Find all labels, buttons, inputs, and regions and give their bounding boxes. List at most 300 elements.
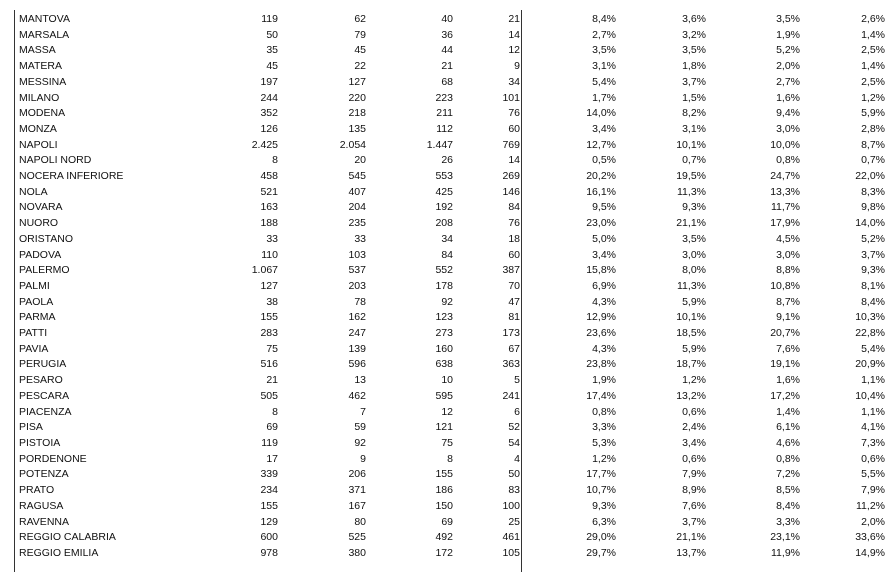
percent-cell: 10,8% [770,279,800,292]
percent-cell: 3,0% [682,248,706,261]
percent-cell: 18,5% [676,327,706,340]
percent-cell: 1,4% [861,60,885,73]
court-name-cell: RAGUSA [19,499,64,512]
count-cell: 26 [441,154,453,167]
count-cell: 69 [441,515,453,528]
percent-cell: 3,3% [776,515,800,528]
court-name-cell: PRATO [19,484,55,497]
table-row [18,420,885,436]
count-cell: 121 [435,421,453,434]
percent-cell: 20,2% [586,170,616,183]
count-cell: 167 [348,499,366,512]
percent-cell: 0,6% [682,405,706,418]
table-row [18,59,885,75]
count-cell: 192 [435,201,453,214]
count-cell: 339 [260,468,278,481]
percent-cell: 3,7% [682,75,706,88]
percent-cell: 6,3% [592,515,616,528]
percent-cell: 13,2% [676,389,706,402]
table-row [18,295,885,311]
table-row [18,75,885,91]
court-name-cell: NOLA [19,185,48,198]
percent-cell: 3,6% [682,13,706,25]
percent-cell: 0,7% [861,154,885,167]
percent-cell: 14,0% [855,217,885,230]
percent-cell: 23,0% [586,217,616,230]
percent-cell: 10,3% [855,311,885,324]
percent-cell: 8,4% [861,295,885,308]
percent-cell: 5,0% [592,232,616,245]
court-name-cell: PADOVA [19,248,62,261]
percent-cell: 3,2% [682,28,706,41]
count-cell: 8 [447,452,453,465]
percent-cell: 8,3% [861,185,885,198]
percent-cell: 2,5% [861,44,885,57]
count-cell: 119 [261,13,278,25]
percent-cell: 3,5% [592,44,616,57]
count-cell: 2.054 [339,138,366,151]
count-cell: 45 [354,44,366,57]
count-cell: 10 [441,374,453,387]
table-row [18,515,885,531]
count-cell: 35 [266,44,278,57]
count-cell: 596 [348,358,366,371]
left-border-line [14,10,15,572]
percent-cell: 1,1% [861,374,885,387]
count-cell: 223 [435,91,453,104]
count-cell: 595 [435,389,453,402]
count-cell: 283 [260,327,278,340]
count-cell: 235 [348,217,366,230]
percent-cell: 5,9% [682,295,706,308]
percent-cell: 7,2% [776,468,800,481]
count-cell: 2.425 [251,138,278,151]
percent-cell: 2,0% [776,60,800,73]
count-cell: 407 [348,185,366,198]
table-row [18,200,885,216]
percent-cell: 2,8% [861,122,885,135]
count-cell: 78 [354,295,366,308]
percent-cell: 11,2% [856,499,885,512]
table-row [18,248,885,264]
table-row [18,138,885,154]
count-cell: 173 [502,327,520,340]
percent-cell: 24,7% [770,170,800,183]
percent-cell: 2,0% [861,515,885,528]
court-name-cell: PERUGIA [19,358,67,371]
percent-cell: 7,3% [861,436,885,449]
table-row [18,483,885,499]
count-cell: 155 [260,311,278,324]
count-cell: 50 [508,468,520,481]
count-cell: 103 [348,248,366,261]
count-cell: 220 [348,91,366,104]
percent-cell: 0,6% [682,452,706,465]
percent-cell: 8,4% [592,13,616,25]
percent-cell: 12,7% [586,138,616,151]
count-cell: 34 [441,232,453,245]
table-row [18,106,885,122]
court-name-cell: PIACENZA [19,405,72,418]
percent-cell: 8,0% [682,264,706,277]
percent-cell: 10,0% [770,138,800,151]
percent-cell: 0,8% [776,154,800,167]
percent-cell: 6,9% [592,279,616,292]
court-name-cell: NAPOLI [19,138,58,151]
court-name-cell: PESARO [19,374,63,387]
table-row [18,342,885,358]
percent-cell: 19,1% [770,358,800,371]
count-cell: 68 [441,75,453,88]
court-name-cell: PATTI [19,327,48,340]
percent-cell: 1,2% [861,91,885,104]
percent-cell: 5,9% [861,107,885,120]
table-row [18,357,885,373]
percent-cell: 4,6% [776,436,800,449]
percent-cell: 3,7% [861,248,885,261]
percent-cell: 3,4% [592,122,616,135]
table-row [18,122,885,138]
count-cell: 12 [441,405,453,418]
count-cell: 172 [435,546,453,559]
count-cell: 387 [502,264,520,277]
table-row [18,232,885,248]
percent-cell: 6,1% [776,421,800,434]
count-cell: 146 [502,185,520,198]
count-cell: 638 [435,358,453,371]
count-cell: 14 [508,28,520,41]
count-cell: 44 [441,44,453,57]
percent-cell: 1,2% [592,452,616,465]
count-cell: 14 [508,154,520,167]
count-cell: 79 [354,28,366,41]
count-cell: 6 [514,405,520,418]
count-cell: 75 [266,342,278,355]
count-cell: 50 [266,28,278,41]
percent-cell: 4,1% [861,421,885,434]
count-cell: 769 [502,138,520,151]
count-cell: 162 [348,311,366,324]
count-cell: 537 [348,264,366,277]
count-cell: 40 [441,13,453,25]
count-cell: 112 [436,122,453,135]
percent-cell: 13,7% [676,546,706,559]
percent-cell: 3,5% [682,44,706,57]
count-cell: 4 [514,452,520,465]
percent-cell: 0,8% [592,405,616,418]
count-cell: 380 [348,546,366,559]
percent-cell: 3,4% [592,248,616,261]
count-cell: 218 [348,107,366,120]
percent-cell: 9,8% [861,201,885,214]
count-cell: 47 [508,295,520,308]
percent-cell: 17,9% [770,217,800,230]
count-cell: 273 [435,327,453,340]
court-name-cell: PARMA [19,311,56,324]
percent-cell: 4,3% [592,342,616,355]
percent-cell: 0,8% [776,452,800,465]
count-cell: 33 [354,232,366,245]
count-cell: 363 [502,358,520,371]
count-cell: 76 [508,217,520,230]
count-cell: 269 [502,170,520,183]
count-cell: 127 [348,75,366,88]
percent-cell: 18,7% [676,358,706,371]
count-cell: 206 [348,468,366,481]
percent-cell: 23,8% [586,358,616,371]
count-cell: 516 [260,358,278,371]
count-cell: 1.447 [426,138,453,151]
count-cell: 13 [354,374,366,387]
count-cell: 186 [435,484,453,497]
count-cell: 123 [435,311,453,324]
count-cell: 371 [348,484,366,497]
count-cell: 110 [261,248,278,261]
table-row [18,373,885,389]
percent-cell: 1,9% [776,28,800,41]
percent-cell: 4,3% [592,295,616,308]
count-cell: 244 [260,91,278,104]
count-cell: 234 [260,484,278,497]
count-cell: 352 [260,107,278,120]
count-cell: 458 [260,170,278,183]
percent-cell: 5,2% [861,232,885,245]
percent-cell: 3,5% [682,232,706,245]
count-cell: 69 [266,421,278,434]
percent-cell: 1,1% [861,405,885,418]
count-cell: 155 [260,499,278,512]
percent-cell: 0,5% [592,154,616,167]
count-cell: 127 [260,279,278,292]
count-cell: 204 [348,201,366,214]
count-cell: 197 [260,75,278,88]
percent-cell: 3,7% [682,515,706,528]
percent-cell: 17,4% [586,389,616,402]
court-name-cell: RAVENNA [19,515,69,528]
percent-cell: 1,2% [682,374,706,387]
court-name-cell: REGGIO EMILIA [19,546,99,559]
percent-cell: 2,5% [861,75,885,88]
count-cell: 9 [514,60,520,73]
count-cell: 76 [508,107,520,120]
table-row [18,185,885,201]
percent-cell: 20,9% [855,358,885,371]
count-cell: 155 [435,468,453,481]
count-cell: 45 [266,60,278,73]
count-cell: 521 [260,185,278,198]
percent-cell: 2,6% [861,13,885,25]
percent-cell: 1,4% [861,28,885,41]
percent-cell: 8,1% [861,279,885,292]
percent-cell: 3,5% [776,13,800,25]
count-cell: 101 [502,91,520,104]
court-name-cell: NOCERA INFERIORE [19,170,124,183]
table-row [18,43,885,59]
percent-cell: 14,0% [586,107,616,120]
percent-cell: 1,9% [592,374,616,387]
court-name-cell: POTENZA [19,468,69,481]
count-cell: 21 [508,13,520,25]
count-cell: 83 [508,484,520,497]
percent-cell: 7,9% [861,484,885,497]
count-cell: 34 [508,75,520,88]
court-name-cell: MILANO [19,91,60,104]
court-name-cell: ORISTANO [19,232,74,245]
court-name-cell: PALERMO [19,264,70,277]
percent-cell: 10,4% [855,389,885,402]
table-row [18,12,885,28]
percent-cell: 0,7% [682,154,706,167]
table-row [18,263,885,279]
percent-cell: 3,4% [682,436,706,449]
percent-cell: 5,5% [861,468,885,481]
count-cell: 425 [435,185,453,198]
percent-cell: 8,8% [776,264,800,277]
percent-cell: 5,9% [682,342,706,355]
count-cell: 100 [502,499,520,512]
count-cell: 75 [441,436,453,449]
percent-cell: 5,4% [592,75,616,88]
percent-cell: 3,3% [592,421,616,434]
count-cell: 36 [441,28,453,41]
percent-cell: 23,6% [586,327,616,340]
table-row [18,28,885,44]
percent-cell: 8,9% [682,484,706,497]
count-cell: 20 [354,154,366,167]
count-cell: 70 [508,279,520,292]
count-cell: 553 [435,170,453,183]
percent-cell: 2,7% [592,28,616,41]
court-name-cell: PAVIA [19,342,49,355]
court-name-cell: PAOLA [19,295,54,308]
table-row [18,91,885,107]
court-name-cell: MODENA [19,107,66,120]
percent-cell: 11,3% [677,185,706,198]
percent-cell: 10,1% [676,311,706,324]
court-name-cell: NAPOLI NORD [19,154,92,167]
percent-cell: 9,3% [682,201,706,214]
count-cell: 80 [354,515,366,528]
court-name-cell: PISA [19,421,43,434]
table-row [18,405,885,421]
percent-cell: 1,7% [592,91,616,104]
count-cell: 81 [508,311,520,324]
count-cell: 62 [354,13,366,25]
count-cell: 505 [260,389,278,402]
table-row [18,467,885,483]
court-name-cell: PALMI [19,279,50,292]
count-cell: 105 [502,546,520,559]
table-row [18,279,885,295]
count-cell: 7 [360,405,366,418]
percent-cell: 7,6% [682,499,706,512]
percent-cell: 17,7% [586,468,616,481]
table-row [18,452,885,468]
percent-cell: 8,4% [776,499,800,512]
percent-cell: 3,1% [592,60,616,73]
percent-cell: 9,1% [776,311,800,324]
count-cell: 52 [508,421,520,434]
count-cell: 203 [348,279,366,292]
count-cell: 178 [435,279,453,292]
count-cell: 38 [266,295,278,308]
percent-cell: 11,3% [677,279,706,292]
count-cell: 462 [348,389,366,402]
count-cell: 21 [266,374,278,387]
percent-cell: 2,7% [776,75,800,88]
table-row [18,169,885,185]
percent-cell: 5,2% [776,44,800,57]
table-row [18,216,885,232]
court-name-cell: MATERA [19,60,62,73]
count-cell: 1.067 [251,264,278,277]
percent-cell: 1,5% [682,91,706,104]
court-name-cell: NUORO [19,217,59,230]
count-cell: 126 [260,122,278,135]
count-cell: 33 [266,232,278,245]
percent-cell: 23,1% [770,531,800,544]
percent-cell: 12,9% [586,311,616,324]
percent-cell: 13,3% [770,185,800,198]
court-name-cell: PESCARA [19,389,70,402]
percent-cell: 7,6% [776,342,800,355]
count-cell: 67 [508,342,520,355]
percent-cell: 15,8% [586,264,616,277]
percent-cell: 8,5% [776,484,800,497]
table-body [18,12,885,562]
count-cell: 241 [502,389,520,402]
count-cell: 60 [508,248,520,261]
percent-cell: 21,1% [676,531,706,544]
table-row [18,530,885,546]
count-cell: 139 [348,342,366,355]
count-cell: 60 [508,122,520,135]
table-row [18,499,885,515]
percent-cell: 11,9% [771,546,800,559]
percent-cell: 1,4% [776,405,800,418]
count-cell: 129 [260,515,278,528]
percent-cell: 33,6% [855,531,885,544]
percent-cell: 9,4% [776,107,800,120]
count-cell: 21 [441,60,453,73]
percent-cell: 22,0% [855,170,885,183]
count-cell: 163 [260,201,278,214]
count-cell: 5 [514,374,520,387]
percent-cell: 5,4% [861,342,885,355]
percent-cell: 1,8% [682,60,706,73]
count-cell: 17 [266,452,278,465]
percent-cell: 10,7% [586,484,616,497]
count-cell: 59 [354,421,366,434]
count-cell: 545 [348,170,366,183]
court-name-cell: MASSA [19,44,56,57]
table-row [18,546,885,562]
percent-cell: 4,5% [776,232,800,245]
court-statistics-table [18,12,885,562]
count-cell: 552 [435,264,453,277]
percent-cell: 1,6% [776,374,800,387]
court-name-cell: MESSINA [19,75,67,88]
court-name-cell: PORDENONE [19,452,87,465]
count-cell: 247 [348,327,366,340]
percent-cell: 8,7% [776,295,800,308]
count-cell: 8 [272,405,278,418]
count-cell: 160 [435,342,453,355]
percent-cell: 9,3% [861,264,885,277]
count-cell: 9 [360,452,366,465]
count-cell: 18 [508,232,520,245]
percent-cell: 7,9% [682,468,706,481]
